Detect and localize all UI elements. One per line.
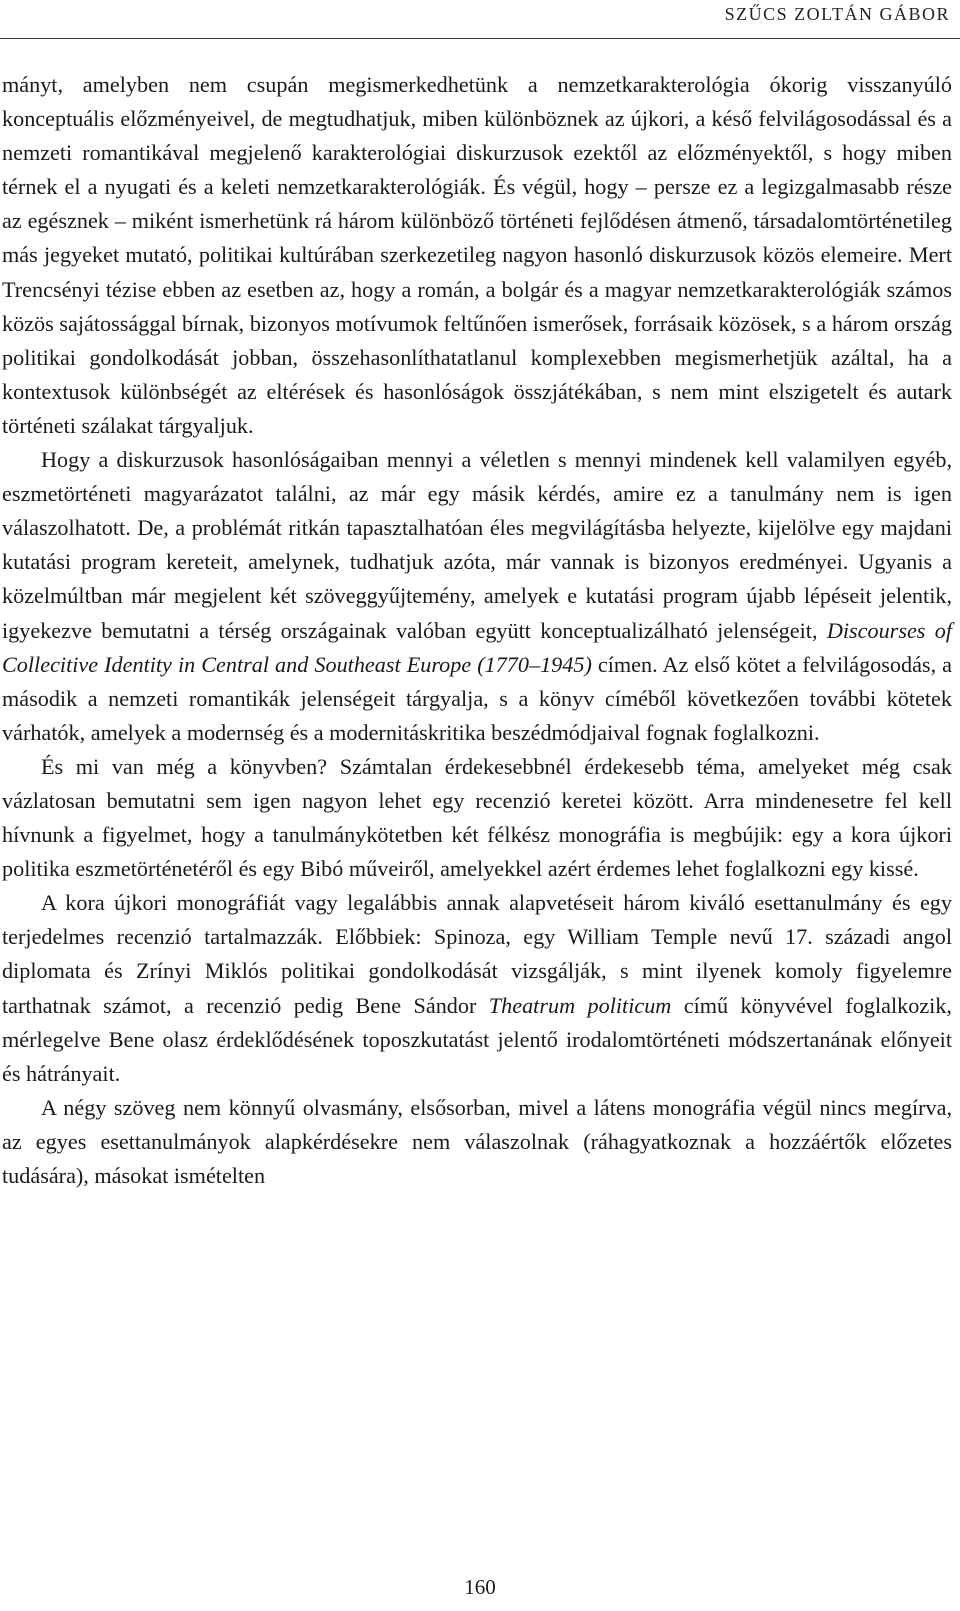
paragraph-text: Hogy a diskurzusok hasonlóságaiban mennyi a véletlen s mennyi mindenek kell valamilyen egyéb, eszmetörténeti magyarázatot találni, az már egy másik kérdés, amire ez a tanulmány nem is igen válaszolhatott. De, a problémát ritkán tapasztalhatóan éles megvilágításba helyezte, kijelölve egy majdani kutatási program kereteit, amelynek, tudhatjuk azóta, már vannak is bizonyos eredményei. Ugyanis a közelmúltban már megjelent két szöveggyűjtemény, amelyek e kutatási program újabb lépéseit jelentik, igyekezve bemutatni a térség országainak valóban együtt konceptualizálható jelenségeit,: [2, 447, 952, 643]
paragraph-text: A kora újkori monográfiát vagy legalábbis annak alapvetéseit három kiváló esettanulmány és egy terjedelmes recenzió tartalmazzák. Előbbiek: Spinoza, egy William Temple nevű 17. századi angol diplomata és Zrínyi Miklós politikai gondolkodását vizsgálják, s mint ilyenek komoly figyelemre tarthatnak számot, a recenzió pedig Bene Sándor: [2, 890, 952, 1018]
paragraph-text: címen. Az első kötet a felvilágosodás, a második a nemzeti romantikák jelenségeit tárgyalja, s a könyv címéből következően további kötetek várhatók, amelyek a modernség és a modernitáskritika beszédmódjaival fognak foglalkozni.: [2, 651, 952, 745]
paragraph-4: [2, 886, 952, 1091]
running-head: SZŰCS ZOLTÁN GÁBOR: [724, 4, 950, 24]
book-title-italic: Discourses of Collecitive Identity in Central and Southeast Europe (1770–1945): [2, 617, 952, 677]
paragraph-2: [2, 443, 952, 750]
book-title-italic: Theatrum politicum: [488, 992, 672, 1018]
paragraph-5: [2, 1091, 952, 1193]
page-number: 160: [464, 1575, 496, 1599]
paragraph-text: És mi van még a könyvben? Számtalan érdekesebbnél érdekesebb téma, amelyeket még csak vázlatosan bemutatni sem igen nagyon lehet egy recenzió keretei között. Arra mindenesetre fel kell hívnunk a figyelmet, hogy a tanulmánykötetben két félkész monográfia is megbújik: egy a kora újkori politika eszmetörténetéről és egy Bibó műveiről, amelyekkel azért érdemes lehet foglalkozni egy kissé.: [2, 753, 952, 882]
paragraph-text: című könyvével foglalkozik, mérlegelve Bene olasz érdeklődésének toposzkutatást jelentő irodalomtörténeti módszertanának előnyeit és hátrányait.: [2, 992, 952, 1086]
header-rule: [0, 38, 960, 39]
paragraph-text: mányt, amelyben nem csupán megismerkedhetünk a nemzetkarakterológia ókorig visszanyúló konceptuális előzményeivel, de megtudhatjuk, miben különböznek az újkori, a késő felvilágosodással és a nemzeti romantikával megjelenő karakterológiai diskurzusok ezektől az előzményektől, s hogy miben térnek el a nyugati és a keleti nemzetkarakterológiák. És végül, hogy – persze ez a legizgalmasabb része az egésznek – miként ismerhetünk rá három különböző történeti fejlődésen átmenő, társadalomtörténetileg más jegyeket mutató, politikai kultúrában szerkezetileg nagyon hasonló diskurzusok közös elemeire. Mert Trencsényi tézise ebben az esetben az, hogy a román, a bolgár és a magyar nemzetkarakterológiák számos közös sajátossággal bírnak, bizonyos motívumok feltűnően ismerősek, forrásaik közösek, s a három ország politikai gondolkodását jobban, összehasonlíthatatlanul komplexebben megismerhetjük azáltal, ha a kontextusok különbségét az eltérések és hasonlóságok összjátékában, s nem mint elszigetelt és autark történeti szálakat tárgyaljuk.: [2, 72, 952, 438]
paragraph-text: A négy szöveg nem könnyű olvasmány, elsősorban, mivel a látens monográfia végül nincs megírva, az egyes esettanulmányok alapkérdésekre nem válaszolnak (ráhagyatkoznak a hozzáértők előzetes tudására), másokat ismételten: [2, 1094, 952, 1188]
body-text: [2, 68, 952, 1193]
paragraph-3: [2, 750, 952, 886]
paragraph-1: [2, 68, 952, 443]
